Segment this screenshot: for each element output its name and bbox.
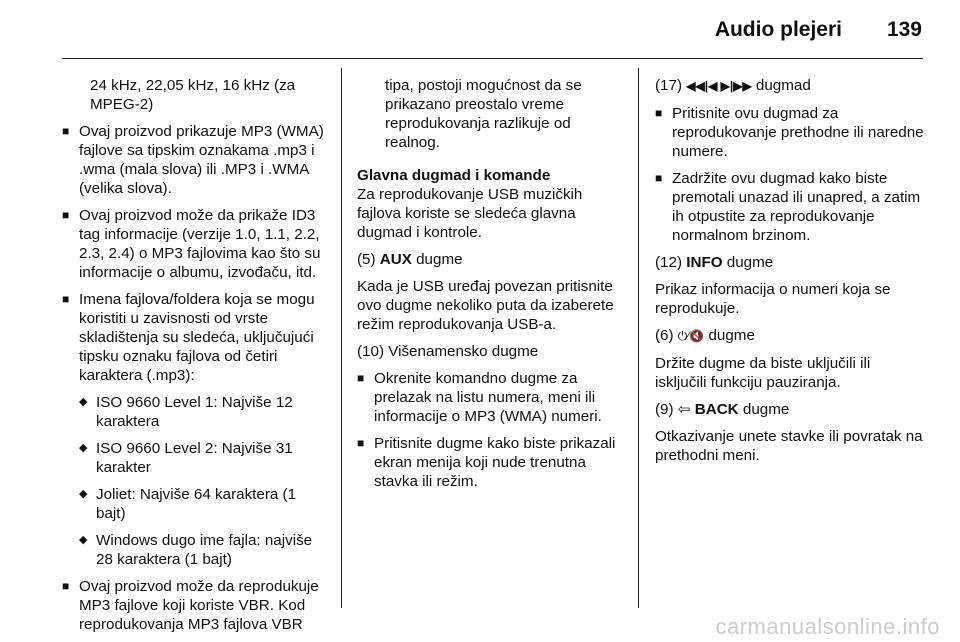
back-key: BACK <box>694 401 739 418</box>
continued-text: tipa, postoji mogućnost da se prikazano preostalo vreme reprodukovanja razlikuje od realnog. <box>385 77 582 151</box>
bullet-item: ■ Okrenite komandno dugme za prelazak na listu numera, meni ili informacije o MP3 (WMA) numeri. <box>357 369 625 426</box>
info-number: (12) <box>655 254 683 271</box>
section-heading: Glavna dugmad i komande <box>357 167 551 184</box>
bullet-item: ■ Ovaj proizvod prikazuje MP3 (WMA) fajlove sa tipskim oznakama .mp3 i .wma (mala slova) ili .MP3 i .WMA (velika slova). <box>62 122 326 198</box>
info-key: INFO <box>686 254 723 271</box>
mute-line <box>655 326 925 346</box>
skip-line <box>655 76 925 96</box>
column-divider-2 <box>638 68 639 608</box>
back-word: dugme <box>742 401 790 418</box>
sub-bullet-item: ◆ ISO 9660 Level 2: Najviše 31 karakter <box>62 439 326 477</box>
aux-key: AUX <box>379 251 412 268</box>
page-number: 139 <box>886 18 922 41</box>
mute-number: (6) <box>655 327 674 344</box>
aux-line <box>357 250 625 269</box>
page-header <box>0 0 960 60</box>
column-3 <box>655 76 925 473</box>
info-line <box>655 253 925 272</box>
header-rule <box>62 58 923 59</box>
mute-word: dugme <box>708 327 755 344</box>
back-arrow-icon: ⇦ <box>677 401 691 418</box>
skip-buttons-icon: ◀◀|◀ ▶|▶▶ <box>686 79 752 93</box>
info-word: dugme <box>726 254 774 271</box>
aux-number: (5) <box>357 251 376 268</box>
sub-bullet-item: ◆ Joliet: Najviše 64 karaktera (1 bajt) <box>62 485 326 523</box>
bullet-item: ■ Ovaj proizvod može da reprodukuje MP3 fajlove koji koriste VBR. Kod reprodukovanja MP3 fajlova VBR <box>62 577 326 634</box>
power-mute-icon: ⏻⁄🔇 <box>677 329 705 343</box>
column-1 <box>62 76 326 642</box>
mute-description: Držite dugme da biste uključili ili isključili funkciju pauziranja. <box>655 355 871 391</box>
bullet-item: ■ Imena fajlova/foldera koja se mogu koristiti u zavisnosti od vrste skladištenja su sledeća, uključujući tipsku oznaku fajlova od četiri karaktera (.mp3): <box>62 290 326 385</box>
aux-description: Kada je USB uređaj povezan pritisnite ovo dugme nekoliko puta da izaberete režim reprodukovanja USB-a. <box>357 278 614 333</box>
page-title: Audio plejeri <box>714 18 842 41</box>
column-2 <box>357 76 625 499</box>
bullet-item: ■ Pritisnite dugme kako biste prikazali ekran menija koji nude trenutna stavka ili režim. <box>357 434 625 491</box>
aux-word: dugme <box>416 251 463 268</box>
back-description: Otkazivanje unete stavke ili povratak na prethodni meni. <box>655 428 923 464</box>
bullet-item: ■ Pritisnite ovu dugmad za reprodukovanje prethodne ili naredne numere. <box>655 104 925 161</box>
continued-text: 24 kHz, 22,05 kHz, 16 kHz (za MPEG-2) <box>90 77 296 113</box>
back-number: (9) <box>655 401 674 418</box>
multi-button-line: (10) Višenamensko dugme <box>357 343 539 360</box>
skip-word: dugmad <box>755 77 811 94</box>
bullet-item: ■ Ovaj proizvod može da prikaže ID3 tag informacije (verzije 1.0, 1.1, 2.2, 2.3, 2.4) o MP3 fajlovima kao što su informacije o albumu, izvođaču, itd. <box>62 206 326 282</box>
sub-bullet-item: ◆ ISO 9660 Level 1: Najviše 12 karaktera <box>62 393 326 431</box>
info-description: Prikaz informacija o numeri koja se reprodukuje. <box>655 281 891 317</box>
intro-text: Za reprodukovanje USB muzičkih fajlova koriste se sledeća glavna dugmad i kontrole. <box>357 186 583 241</box>
skip-number: (17) <box>655 77 683 94</box>
back-line <box>655 400 925 419</box>
sub-bullet-item: ◆ Windows dugo ime fajla: najviše 28 karaktera (1 bajt) <box>62 531 326 569</box>
column-divider-1 <box>341 68 342 608</box>
watermark: carmanualsonline.info <box>715 614 940 639</box>
bullet-item: ■ Zadržite ovu dugmad kako biste premotali unazad ili unapred, a zatim ih otpustite za reprodukovanje normalnom brzinom. <box>655 169 925 245</box>
